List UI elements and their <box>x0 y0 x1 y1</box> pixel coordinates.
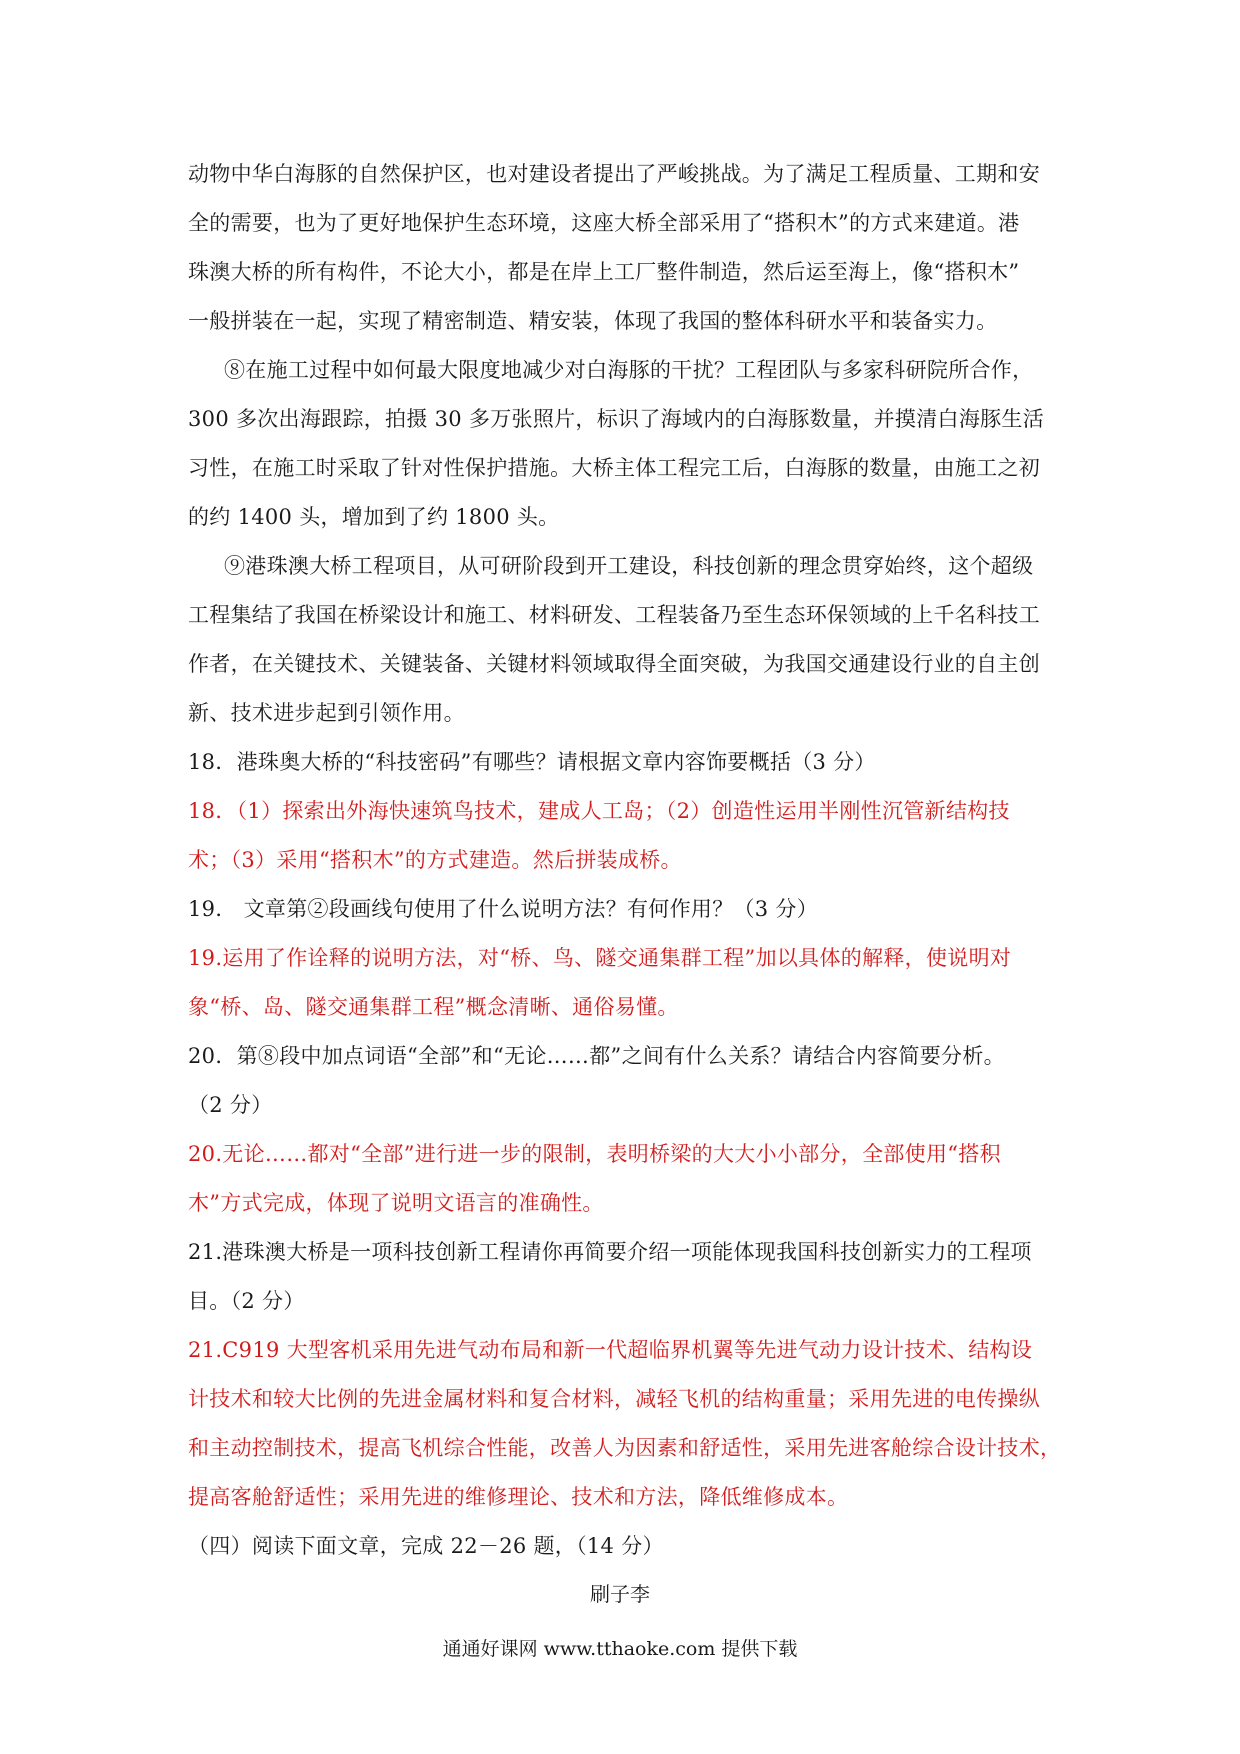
text-line: 18．港珠奥大桥的“科技密码”有哪些？请根据文章内容饰要概括（3 分） <box>188 750 876 774</box>
text-line: 20．第⑧段中加点词语“全部”和“无论……都”之间有什么关系？请结合内容简要分析。 <box>188 1044 1005 1068</box>
answer-line: 和主动控制技术，提高飞机综合性能，改善人为因素和舒适性，采用先进客舱综合设计技术， <box>188 1436 1062 1460</box>
text-line: 21.港珠澳大桥是一项科技创新工程请你再简要介绍一项能体现我国科技创新实力的工程项 <box>188 1240 1032 1264</box>
text-line: 一般拼装在一起，实现了精密制造、精安装，体现了我国的整体科研水平和装备实力。 <box>188 309 998 333</box>
text-line: ⑨港珠澳大桥工程项目，从可研阶段到开工建设，科技创新的理念贯穿始终，这个超级 <box>224 554 1034 578</box>
text-line: ⑧在施工过程中如何最大限度地减少对白海豚的干扰？工程团队与多家科研院所合作， <box>224 358 1034 382</box>
answer-line: 计技术和较大比例的先进金属材料和复合材料，减轻飞机的结构重量；采用先进的电传操纵 <box>188 1387 1040 1411</box>
text-line: 作者，在关键技术、关键装备、关键材料领域取得全面突破，为我国交通建设行业的自主创 <box>188 652 1040 676</box>
answer-line: 木”方式完成，体现了说明文语言的准确性。 <box>188 1191 604 1215</box>
text-line: 19． 文章第②段画线句使用了什么说明方法？有何作用？（3 分） <box>188 897 819 921</box>
text-line: 珠澳大桥的所有构件，不论大小，都是在岸上工厂整件制造，然后运至海上，像“搭积木” <box>188 260 1020 284</box>
text-line: （2 分） <box>188 1093 273 1117</box>
text-line: 新、技术进步起到引领作用。 <box>188 701 465 725</box>
document-body <box>188 150 1062 1571</box>
text-line: 的约 1400 头，增加到了约 1800 头。 <box>188 505 560 529</box>
text-line: 习性，在施工时采取了针对性保护措施。大桥主体工程完工后，白海豚的数量，由施工之初 <box>188 456 1040 480</box>
text-line: （四）阅读下面文章，完成 22－26 题，（14 分） <box>188 1534 664 1558</box>
answer-line: 21.C919 大型客机采用先进气动布局和新一代超临界机翼等先进气动力设计技术、结构设 <box>188 1338 1033 1362</box>
page-footer: 通通好课网 www.tthaoke.com 提供下载 <box>442 1638 798 1660</box>
text-line: 工程集结了我国在桥梁设计和施工、材料研发、工程装备乃至生态环保领域的上千名科技工 <box>188 603 1040 627</box>
answer-line: 18．（1）探索出外海快速筑鸟技术，建成人工岛；（2）创造性运用半刚性沉管新结构技 <box>188 799 1010 823</box>
answer-line: 象“桥、岛、隧交通集群工程”概念清晰、通俗易懂。 <box>188 995 679 1019</box>
text-line: 动物中华白海豚的自然保护区，也对建设者提出了严峻挑战。为了满足工程质量、工期和安 <box>188 162 1040 186</box>
answer-line: 术；（3）采用“搭积木”的方式建造。然后拼装成桥。 <box>188 848 682 872</box>
text-lines <box>188 150 1062 1571</box>
text-line: 全的需要，也为了更好地保护生态环境，这座大桥全部采用了“搭积木”的方式来建道。港 <box>188 211 1020 235</box>
text-line: 300 多次出海跟踪，拍摄 30 多万张照片，标识了海域内的白海豚数量，并摸清白海豚生活 <box>188 407 1045 431</box>
text-line: 目。（2 分） <box>188 1289 305 1313</box>
answer-line: 提高客舱舒适性；采用先进的维修理论、技术和方法，降低维修成本。 <box>188 1485 849 1509</box>
article-title: 刷子李 <box>590 1582 650 1606</box>
answer-line: 19.运用了作诠释的说明方法，对“桥、鸟、隧交通集群工程”加以具体的解释，使说明对 <box>188 946 1012 970</box>
answer-line: 20.无论……都对“全部”进行进一步的限制，表明桥梁的大大小小部分，全部使用“搭积 <box>188 1142 1001 1166</box>
